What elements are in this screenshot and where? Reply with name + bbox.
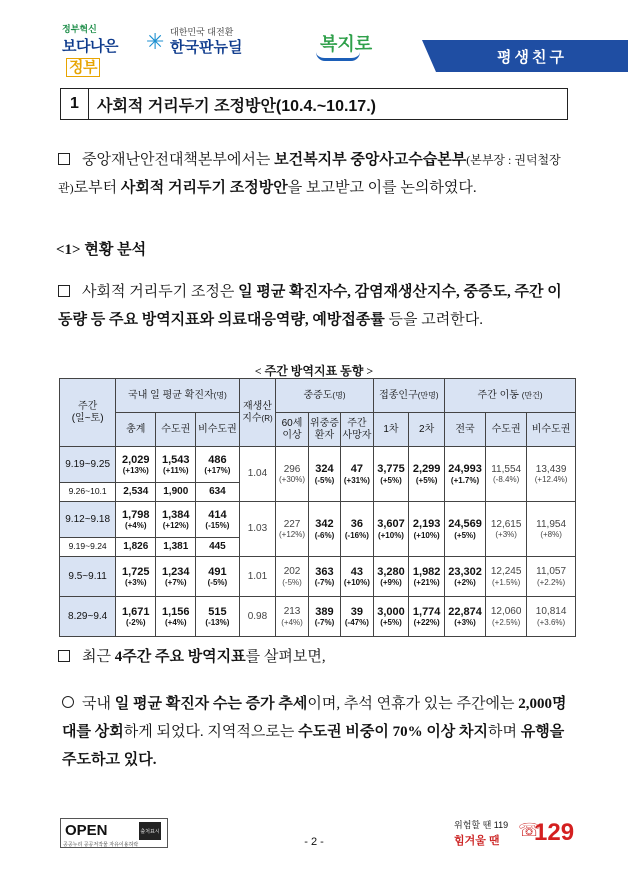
change-percent: (+9%) (380, 578, 402, 588)
cell-sub-week: 9.26~10.1 (60, 483, 116, 502)
text: 로부터 (73, 180, 121, 196)
change-percent: (+3.6%) (536, 617, 566, 627)
section-title: 사회적 거리두기 조정방안(10.4.~10.17.) (97, 97, 376, 115)
change-percent: (+3%) (124, 578, 147, 588)
hotline-129-logo (448, 814, 578, 850)
week-header (60, 379, 116, 447)
header-text: (일~토) (71, 412, 104, 424)
value: 389 (315, 605, 334, 618)
value: 1,774 (412, 605, 441, 618)
intro-paragraph (58, 146, 574, 202)
cell-sub-capital: 1,900 (156, 483, 196, 502)
text: 국내 (82, 696, 115, 712)
header-text: (명) (332, 390, 346, 400)
vaccine-header (373, 379, 444, 413)
square-bullet-icon (58, 650, 70, 662)
recent-trends-paragraph (58, 643, 574, 671)
open-label: OPEN (65, 822, 108, 839)
cell-rt (239, 597, 276, 637)
value: 24,993 (448, 463, 482, 476)
cell-capital (156, 557, 196, 597)
gov-innovation-logo (62, 22, 132, 76)
header-text: 재생산 (242, 401, 272, 412)
value: 13,439 (535, 463, 567, 475)
value: 12,245 (490, 566, 522, 578)
week-label (60, 502, 116, 538)
header-text: (만명) (417, 390, 439, 400)
logo-text: 정부 (66, 58, 100, 77)
header-text: 주간 이동 (477, 389, 519, 401)
value: 11,954 (536, 518, 567, 530)
value: 363 (315, 565, 334, 578)
header-text: 중증도 (303, 389, 333, 401)
text: 4주간 주요 방역지표 (114, 649, 246, 665)
week-text: 8.29~9.4 (68, 610, 108, 622)
weekly-indicator-table (59, 378, 576, 637)
severity-header (276, 379, 373, 413)
change-percent: (-5%) (282, 577, 302, 587)
cell-total (116, 502, 156, 538)
subheading: <1> 현황 분석 (56, 242, 147, 258)
change-percent: (+13%) (122, 466, 149, 476)
header-text: (만건) (521, 390, 543, 400)
value: 12,060 (490, 606, 522, 618)
change-percent: (+31%) (343, 475, 370, 485)
change-percent: (-2%) (125, 618, 146, 628)
cell-dose1 (373, 597, 409, 637)
square-bullet-icon (58, 285, 70, 297)
value: 24,569 (448, 518, 482, 531)
dose1-header: 1차 (373, 413, 409, 447)
value: 2,299 (412, 463, 441, 476)
noncapital-header: 비수도권 (196, 413, 239, 447)
cell-mob-noncapital (527, 502, 576, 557)
header-text: 환자 (314, 429, 335, 441)
value: 43 (350, 565, 364, 578)
header-text: 사망자 (342, 429, 372, 441)
change-percent: (+4%) (281, 617, 303, 627)
week-text: 9.5~9.11 (68, 570, 107, 582)
cell-capital (156, 597, 196, 637)
text: 사회적 거리두기 조정방안 (120, 180, 288, 196)
confirmed-header (116, 379, 239, 413)
table-row (60, 447, 576, 483)
value: 1,725 (121, 565, 150, 578)
change-percent: (+5%) (454, 530, 476, 540)
cell-rt (239, 557, 276, 597)
text: 을 보고받고 이를 논의하였다. (287, 180, 477, 196)
logo-text: 한국판뉴딜 (170, 39, 243, 56)
new-deal-star-icon: ✳ (146, 29, 165, 54)
cell-noncapital (196, 447, 239, 483)
cell-total (116, 557, 156, 597)
header-text: 주간 (347, 418, 367, 429)
change-percent: (-5%) (314, 475, 335, 485)
criteria-paragraph (58, 278, 574, 334)
change-percent: (-7%) (314, 578, 335, 588)
logo-text: 정부혁신 (62, 24, 97, 34)
header-text: 이상 (282, 429, 302, 441)
confirmed-trend-bullet (62, 690, 574, 774)
license-caption: 공공누리 공공저작물 자유이용허락 (63, 842, 139, 848)
value: 324 (315, 463, 334, 476)
cell-mob-noncapital (527, 447, 576, 502)
change-percent: (+2.2%) (536, 577, 566, 587)
cell-nation (445, 557, 486, 597)
cell-mob-capital (486, 447, 527, 502)
cell-critical (308, 597, 340, 637)
header-text: 접종인구 (379, 389, 418, 401)
cell-over60 (276, 447, 308, 502)
text: (본부장 : 권덕철장관) (58, 153, 561, 195)
logo-text: 보다나은 (62, 38, 118, 55)
change-percent: (+3%) (495, 530, 517, 540)
cell-nation (445, 447, 486, 502)
value: 2,193 (412, 518, 441, 531)
change-percent: (+7%) (164, 578, 187, 588)
value: 1,384 (162, 508, 190, 521)
change-percent: (+1.7%) (450, 475, 480, 485)
header-text: 위중증 (309, 418, 339, 429)
week-label (60, 447, 116, 483)
value: 486 (208, 453, 227, 466)
value: 3,607 (377, 518, 405, 531)
change-percent: (+17%) (204, 466, 231, 476)
value: 202 (283, 566, 301, 578)
text: 수도권 비중이 70% 이상 차지 (298, 724, 489, 740)
change-percent: (+3%) (454, 618, 476, 628)
change-percent: (+5%) (380, 618, 402, 628)
page-number: - 2 - (304, 836, 324, 848)
text: 유행을 주도하고 있다. (62, 724, 565, 768)
change-percent: (-5%) (207, 578, 228, 588)
cell-sub-total: 1,826 (116, 538, 156, 557)
cell-rt (239, 447, 276, 502)
over60-header (276, 413, 308, 447)
table-row (60, 557, 576, 597)
change-percent: (-8.4%) (493, 475, 520, 485)
cell-dose1 (373, 447, 409, 502)
value: 227 (283, 518, 301, 530)
value: 414 (208, 508, 227, 521)
header-text: 국내 일 평균 확진자 (128, 389, 214, 401)
mobility-header (445, 379, 576, 413)
cell-over60 (276, 557, 308, 597)
change-percent: (+12%) (279, 530, 306, 540)
cell-dose1 (373, 502, 409, 557)
change-percent: (+5%) (380, 475, 402, 485)
cell-dose2 (409, 597, 445, 637)
week-label (60, 597, 116, 637)
header-text: 지수 (242, 412, 262, 424)
change-percent: (+12.4%) (534, 475, 568, 485)
text: 등을 고려한다. (384, 312, 483, 328)
cell-sub-noncapital: 634 (196, 483, 239, 502)
nation-header: 전국 (445, 413, 486, 447)
cell-nation (445, 597, 486, 637)
change-percent: (+2%) (454, 578, 476, 588)
change-percent: (+1.5%) (492, 577, 521, 587)
logo-text: 대한민국 대전환 (170, 27, 234, 37)
cell-noncapital (196, 502, 239, 538)
capital-header: 수도권 (156, 413, 196, 447)
value: 1.03 (247, 523, 268, 535)
change-percent: (+22%) (413, 618, 440, 628)
cell-dose2 (409, 447, 445, 502)
text: 를 살펴보면, (245, 649, 326, 665)
change-percent: (+12%) (162, 521, 189, 531)
cell-mob-noncapital (527, 557, 576, 597)
cell-sub-noncapital: 445 (196, 538, 239, 557)
value: 213 (283, 606, 301, 618)
value: 0.98 (247, 610, 268, 622)
header-text: 주간 (77, 401, 98, 412)
text: 일 평균 확진자수, 감염재생산지수, 중증도, 주간 이동량 등 주요 방역지표와 의료대응역량, 예방접종률 (58, 284, 562, 328)
change-percent: (+2.5%) (492, 617, 521, 627)
value: 3,000 (377, 605, 405, 618)
cell-sub-total: 2,534 (116, 483, 156, 502)
change-percent: (-7%) (314, 618, 335, 628)
change-percent: (-16%) (344, 530, 369, 540)
change-percent: (+8%) (540, 530, 562, 540)
change-percent: (+10%) (377, 530, 404, 540)
value: 11,554 (491, 463, 522, 475)
value: 1.04 (247, 468, 268, 480)
cell-dose2 (409, 502, 445, 557)
value: 2,029 (121, 453, 150, 466)
rt-header (239, 379, 276, 447)
value: 296 (283, 463, 301, 475)
cell-sub-week: 9.19~9.24 (60, 538, 116, 557)
value: 1,156 (162, 605, 190, 618)
hotline-text: 힘겨울 땐 (454, 835, 500, 847)
change-percent: (+10%) (343, 578, 370, 588)
cell-dose2 (409, 557, 445, 597)
value: 11,057 (536, 566, 567, 578)
text: 2,000명대를 상회 (62, 696, 567, 740)
cell-critical (308, 502, 340, 557)
value: 1,234 (162, 565, 190, 578)
text: 보건복지부 중앙사고수습본부 (274, 152, 467, 168)
square-bullet-icon (58, 153, 70, 165)
value: 491 (208, 565, 227, 578)
value: 1,798 (121, 508, 150, 521)
change-percent: (+21%) (413, 578, 440, 588)
cell-capital (156, 502, 196, 538)
mob-capital-header: 수도권 (486, 413, 527, 447)
cell-mob-capital (486, 557, 527, 597)
text: 사회적 거리두기 조정은 (82, 284, 239, 300)
header-banner: 평생친구 (436, 40, 628, 72)
value: 10,814 (535, 606, 567, 618)
cell-capital (156, 447, 196, 483)
hotline-text: 위험할 땐 119 (454, 820, 509, 830)
header-text: (R) (261, 413, 273, 423)
cell-noncapital (196, 557, 239, 597)
change-percent: (+5%) (415, 475, 438, 485)
cell-mob-capital (486, 502, 527, 557)
cell-deaths (341, 502, 373, 557)
cell-deaths (341, 447, 373, 502)
cell-deaths (341, 597, 373, 637)
cell-mob-noncapital (527, 597, 576, 637)
deaths-header (341, 413, 373, 447)
cell-critical (308, 557, 340, 597)
cell-rt (239, 502, 276, 557)
value: 23,302 (448, 565, 482, 578)
value: 12,615 (490, 518, 522, 530)
cell-over60 (276, 502, 308, 557)
text: 하며 (488, 724, 521, 740)
change-percent: (-47%) (344, 618, 369, 628)
change-percent: (-15%) (205, 521, 230, 531)
value: 342 (315, 518, 334, 531)
text: 하게 되었다. 지역적으로는 (123, 724, 299, 740)
text: 최근 (82, 649, 115, 665)
week-label (60, 557, 116, 597)
table-row (60, 597, 576, 637)
cell-noncapital (196, 597, 239, 637)
cell-over60 (276, 597, 308, 637)
phone-icon: ☏ (518, 820, 541, 840)
change-percent: (+4%) (124, 521, 147, 531)
value: 515 (208, 605, 227, 618)
hotline-number: 129 (534, 819, 575, 846)
cell-nation (445, 502, 486, 557)
value: 1,982 (412, 565, 441, 578)
cell-deaths (341, 557, 373, 597)
mob-noncapital-header: 비수도권 (527, 413, 576, 447)
page-header (0, 0, 628, 80)
dose2-header: 2차 (409, 413, 445, 447)
value: 1,543 (162, 453, 190, 466)
value: 22,874 (448, 605, 482, 618)
cell-total (116, 447, 156, 483)
value: 36 (350, 518, 364, 531)
circle-bullet-icon (62, 696, 74, 708)
value: 39 (350, 605, 364, 618)
cell-sub-capital: 1,381 (156, 538, 196, 557)
header-text: 60세 (281, 418, 303, 429)
table-row (60, 502, 576, 538)
text: 일 평균 확진자 수는 증가 추세 (114, 696, 308, 712)
bokjiro-logo: 복지로 (320, 30, 372, 56)
value: 1.01 (247, 570, 268, 582)
change-percent: (+11%) (162, 466, 189, 476)
icon-text: 출처표시 (140, 829, 160, 835)
value: 3,280 (377, 565, 405, 578)
change-percent: (-6%) (314, 530, 335, 540)
section-number: 1 (61, 89, 89, 119)
value: 47 (350, 463, 364, 476)
critical-header (308, 413, 340, 447)
section-title-box (60, 88, 568, 120)
value: 1,671 (121, 605, 150, 618)
cell-mob-capital (486, 597, 527, 637)
cell-total (116, 597, 156, 637)
change-percent: (+30%) (279, 475, 306, 485)
change-percent: (+4%) (164, 618, 187, 628)
text: 중앙재난안전대책본부에서는 (82, 152, 275, 168)
week-text: 9.19~9.25 (65, 458, 110, 470)
change-percent: (+10%) (413, 530, 440, 540)
week-text: 9.12~9.18 (65, 513, 110, 525)
cell-dose1 (373, 557, 409, 597)
cell-critical (308, 447, 340, 502)
text: 이며, 추석 연휴가 있는 주간에는 (307, 696, 519, 712)
header-text: (명) (213, 390, 227, 400)
table-caption: < 주간 방역지표 동향 > (254, 364, 374, 378)
total-header: 총계 (116, 413, 156, 447)
value: 3,775 (377, 463, 405, 476)
change-percent: (-13%) (205, 618, 230, 628)
